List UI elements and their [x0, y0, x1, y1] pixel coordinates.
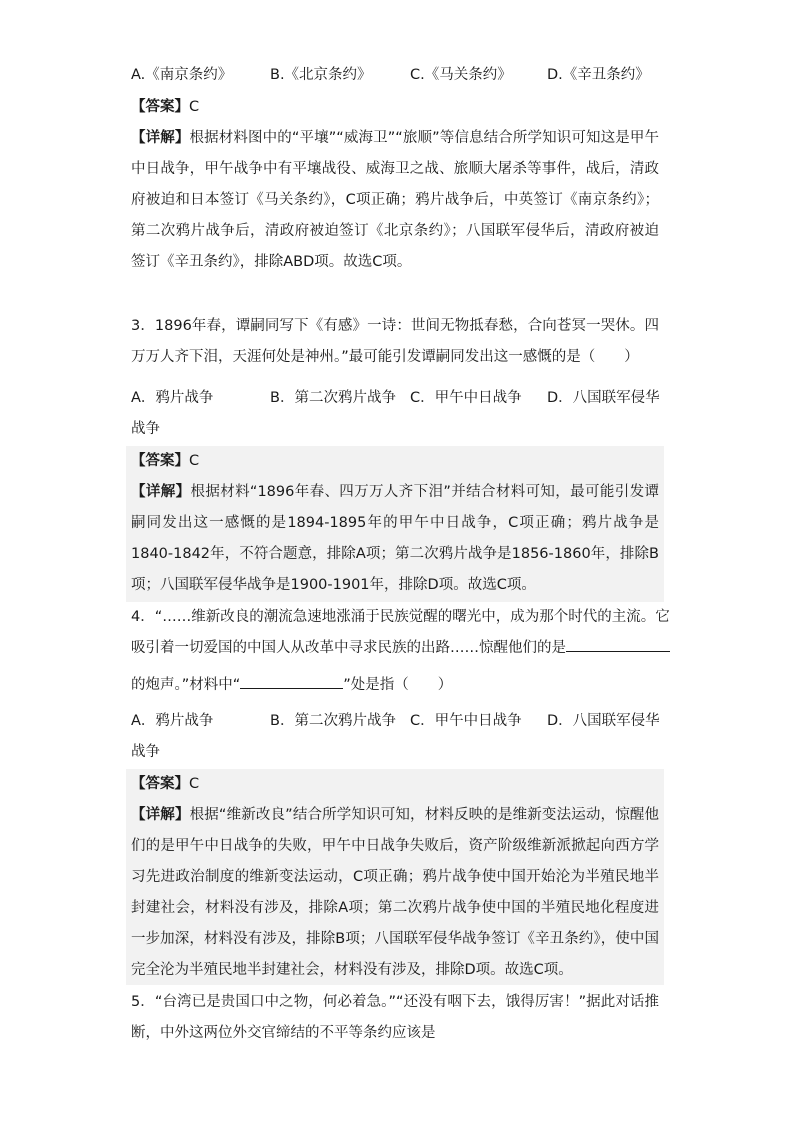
q2-option-d[interactable]: D.《辛丑条约》: [547, 67, 650, 83]
answer-label: 【答案】: [131, 453, 189, 469]
answer-value: C: [189, 453, 200, 469]
q3-answer: [131, 450, 199, 472]
detail-label: 【详解】: [131, 130, 190, 146]
detail-label: 【详解】: [131, 807, 190, 823]
q4-options: [131, 710, 671, 732]
q3-option-a[interactable]: A．鸦片战争: [131, 390, 214, 406]
fill-blank: [566, 635, 670, 652]
q2-detail: [131, 123, 659, 278]
q4-stem-line-3a: 的炮声。”材料中“: [131, 677, 241, 693]
q2-answer: [131, 96, 199, 118]
q3-option-c[interactable]: C．甲午中日战争: [410, 390, 522, 406]
q2-option-a[interactable]: A.《南京条约》: [131, 67, 233, 83]
q2-option-c[interactable]: C.《马关条约》: [410, 67, 512, 83]
q4-stem-line-3b: ”处是指（ ）: [343, 677, 453, 693]
answer-value: C: [189, 99, 200, 115]
detail-label: 【详解】: [131, 484, 191, 500]
detail-text: 根据材料“1896年春、四万万人齐下泪”并结合材料可知，最可能引发谭嗣同发出这一感慨的是1894-1895年的甲午中日战争，C项正确；鸦片战争是1840-1842年，不符合题意，排除A项；第二次鸦片战争是1856-1860年，排除B项；八国联军侵华战争是1900-1901年，排除D项。故选C项。: [131, 484, 659, 593]
q3-options: [131, 387, 671, 409]
q5-stem: 5．“台湾已是贵国口中之物，何必着急。”“还没有咽下去，饿得厉害！”据此对话推断，中外这两位外交官缔结的不平等条约应该是: [131, 994, 659, 1041]
q4-option-a[interactable]: A．鸦片战争: [131, 713, 214, 729]
answer-label: 【答案】: [131, 99, 189, 115]
detail-text: 根据材料图中的“平壤”“威海卫”“旅顺”等信息结合所学知识可知这是甲午中日战争，甲午战争中有平壤战役、威海卫之战、旅顺大屠杀等事件，战后，清政府被迫和日本签订《马关条约》，C项正确；鸦片战争后，中英签订《南京条约》；第二次鸦片战争后，清政府被迫签订《北京条约》；八国联军侵华后，清政府被迫签订《辛丑条约》，排除ABD项。故选C项。: [131, 130, 659, 270]
q4-stem-line-2: [131, 633, 659, 664]
detail-text: 根据“维新改良”结合所学知识可知，材料反映的是维新变法运动，惊醒他们的是甲午中日战争的失败，甲午中日战争失败后，资产阶级维新派掀起向西方学习先进政治制度的维新变法运动，C项正确；鸦片战争使中国开始沦为半殖民地半封建社会，材料没有涉及，排除A项；第二次鸦片战争使中国的半殖民地化程度进一步加深，材料没有涉及，排除B项；八国联军侵华战争签订《辛丑条约》，使中国完全沦为半殖民地半封建社会，材料没有涉及，排除D项。故选C项。: [131, 807, 659, 978]
q3-option-b[interactable]: B．第二次鸦片战争: [270, 390, 396, 406]
q4-detail: [131, 800, 659, 986]
q2-option-b[interactable]: B.《北京条约》: [270, 67, 372, 83]
answer-label: 【答案】: [131, 776, 189, 792]
q3-option-d-wrap: 战争: [131, 421, 160, 437]
q3-option-d[interactable]: D．八国联军侵华: [547, 390, 660, 406]
q4-option-d[interactable]: D．八国联军侵华: [547, 713, 660, 729]
q3-stem: 3．1896年春，谭嗣同写下《有感》一诗：世间无物抵春愁，合向苍冥一哭休。四万万人齐下泪，天涯何处是神州。”最可能引发谭嗣同发出这一感慨的是（ ）: [131, 318, 659, 365]
q4-option-c[interactable]: C．甲午中日战争: [410, 713, 522, 729]
q4-answer: [131, 773, 199, 795]
q3-detail: [131, 477, 659, 601]
q4-option-b[interactable]: B．第二次鸦片战争: [270, 713, 396, 729]
q4-stem-line-3: [131, 670, 659, 701]
q4-stem-line-2-text: 吸引着一切爱国的中国人从改革中寻求民族的出路……惊醒他们的是: [131, 640, 566, 656]
q4-stem-line-1: 4．“……维新改良的潮流急速地涨涌于民族觉醒的曙光中，成为那个时代的主流。它: [131, 609, 670, 625]
fill-blank: [240, 672, 343, 689]
q2-options: [131, 64, 671, 86]
answer-value: C: [189, 776, 200, 792]
q4-option-d-wrap: 战争: [131, 744, 160, 760]
